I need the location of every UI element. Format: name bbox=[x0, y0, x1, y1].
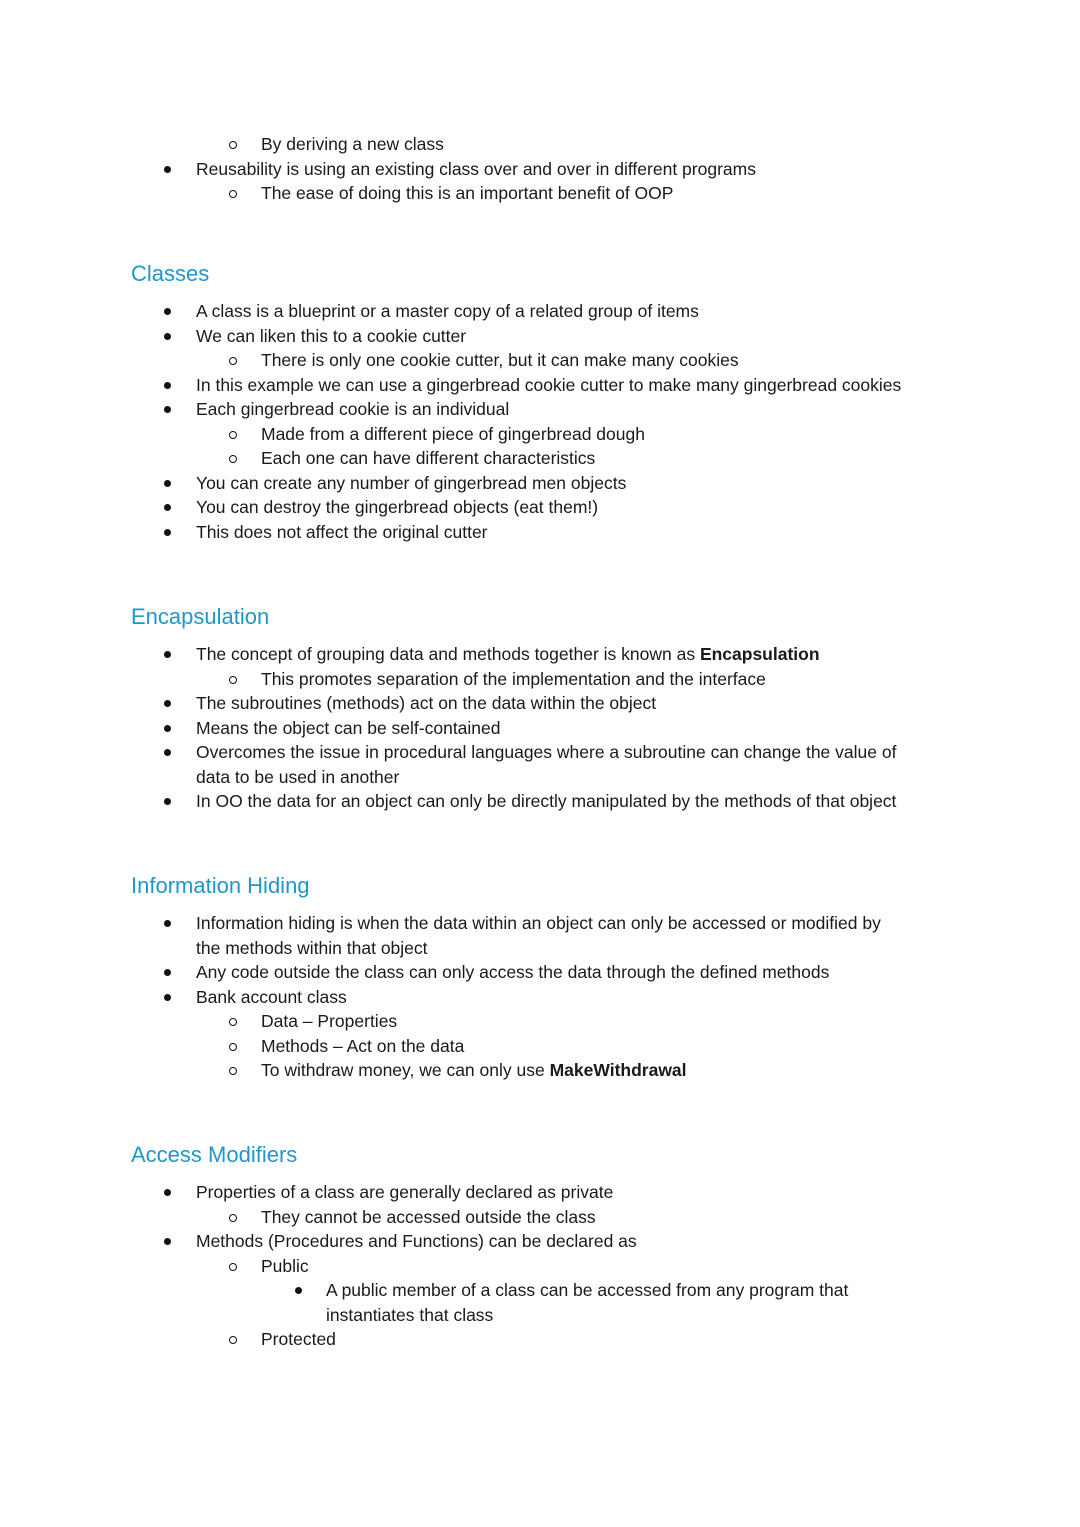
bullet-item bbox=[0, 1180, 1080, 1205]
continued-list bbox=[0, 132, 1080, 206]
bullet-text-main: You can destroy the gingerbread objects (eat them!) bbox=[196, 497, 599, 517]
bullet-text bbox=[261, 422, 1080, 447]
bullet-text-main: Data – Properties bbox=[261, 1011, 398, 1031]
section-title-information-hiding: Information Hiding bbox=[131, 873, 310, 898]
bullet-item bbox=[0, 789, 1080, 814]
bullet-text bbox=[261, 446, 1080, 471]
bullet-text bbox=[196, 157, 1080, 182]
bullet-text bbox=[261, 1009, 1080, 1034]
bullet-text-main: Each gingerbread cookie is an individual bbox=[196, 399, 510, 419]
bullet-text-continuation: data to be used in another bbox=[196, 766, 400, 787]
bullet-text bbox=[196, 789, 1080, 814]
bullet-text-continuation: instantiates that class bbox=[326, 1304, 494, 1325]
classes-list bbox=[0, 299, 1080, 544]
bullet-text bbox=[261, 667, 1080, 692]
bullet-item bbox=[0, 324, 1080, 349]
bullet-text-main: By deriving a new class bbox=[261, 134, 444, 154]
bullet-item bbox=[0, 716, 1080, 741]
bullet-item bbox=[0, 1229, 1080, 1254]
bullet-text bbox=[196, 911, 1080, 936]
sub-sub-bullet-item bbox=[0, 1278, 1080, 1327]
sub-bullet-item bbox=[0, 132, 1080, 157]
access-modifiers-list bbox=[0, 1180, 1080, 1352]
bullet-item bbox=[0, 691, 1080, 716]
bullet-item bbox=[0, 911, 1080, 960]
bullet-text-main: Bank account class bbox=[196, 986, 347, 1007]
bullet-text-main: Any code outside the class can only access the data through the defined methods bbox=[196, 962, 830, 982]
bullet-text bbox=[261, 1327, 1080, 1352]
sub-bullet-item bbox=[0, 1009, 1080, 1034]
bullet-text bbox=[261, 1058, 1080, 1083]
sub-bullet-item bbox=[0, 1034, 1080, 1059]
sub-bullet-item bbox=[0, 446, 1080, 471]
bullet-text-main: A public member of a class can be accessed from any program that bbox=[326, 1280, 849, 1300]
bullet-text bbox=[196, 716, 1080, 741]
sub-bullet-item bbox=[0, 1205, 1080, 1230]
bullet-item bbox=[0, 642, 1080, 667]
sub-bullet-item bbox=[0, 1058, 1080, 1083]
bullet-item bbox=[0, 373, 1080, 398]
bullet-item bbox=[0, 520, 1080, 545]
sub-bullet-item bbox=[0, 1254, 1080, 1279]
bold-term: MakeWithdrawal bbox=[549, 1060, 687, 1080]
bullet-text bbox=[196, 642, 1080, 667]
section-title-encapsulation: Encapsulation bbox=[131, 604, 270, 629]
bullet-item bbox=[0, 960, 1080, 985]
bullet-text bbox=[261, 1205, 1080, 1230]
bullet-text bbox=[196, 471, 1080, 496]
bullet-item bbox=[0, 985, 1080, 1010]
bullet-text bbox=[196, 299, 1080, 324]
sub-bullet-item bbox=[0, 422, 1080, 447]
sub-bullet-item bbox=[0, 348, 1080, 373]
bullet-text-main: Public bbox=[261, 1255, 309, 1276]
bullet-text bbox=[196, 495, 1080, 520]
bullet-text-main: They cannot be accessed outside the class bbox=[261, 1206, 596, 1227]
bullet-text bbox=[196, 397, 1080, 422]
bullet-text-main: Means the object can be self-contained bbox=[196, 717, 501, 738]
bullet-text-main: In OO the data for an object can only be directly manipulated by the methods of that object bbox=[196, 791, 897, 811]
bullet-text bbox=[196, 960, 1080, 985]
section-title-access-modifiers: Access Modifiers bbox=[131, 1142, 298, 1167]
bullet-text-main: This promotes separation of the implementation and the interface bbox=[261, 668, 766, 689]
encapsulation-list bbox=[0, 642, 1080, 814]
bullet-text-main: In this example we can use a gingerbread cookie cutter to make many gingerbread cookies bbox=[196, 374, 902, 395]
bullet-text bbox=[196, 324, 1080, 349]
bullet-text-main: The concept of grouping data and methods together is known as bbox=[196, 644, 700, 664]
bullet-item bbox=[0, 740, 1080, 789]
bullet-text bbox=[261, 348, 1080, 373]
bullet-text-main: A class is a blueprint or a master copy of a related group of items bbox=[196, 301, 699, 321]
bullet-item bbox=[0, 157, 1080, 182]
bullet-text-main: There is only one cookie cutter, but it can make many cookies bbox=[261, 350, 739, 370]
bullet-item bbox=[0, 397, 1080, 422]
bullet-text bbox=[261, 1034, 1080, 1059]
sub-bullet-item bbox=[0, 1327, 1080, 1352]
bullet-text-continuation: the methods within that object bbox=[196, 937, 428, 958]
bullet-text-main: We can liken this to a cookie cutter bbox=[196, 325, 467, 346]
bullet-text-main: Protected bbox=[261, 1329, 336, 1349]
bullet-text bbox=[261, 1254, 1080, 1279]
bullet-text bbox=[196, 985, 1080, 1010]
bold-term: Encapsulation bbox=[699, 644, 820, 664]
sub-bullet-item bbox=[0, 181, 1080, 206]
section-title-classes: Classes bbox=[131, 261, 210, 286]
bullet-text-main: Reusability is using an existing class over and over in different programs bbox=[196, 158, 756, 179]
information-hiding-list bbox=[0, 911, 1080, 1083]
bullet-text bbox=[196, 691, 1080, 716]
bullet-text bbox=[326, 1278, 1080, 1303]
bullet-text bbox=[261, 132, 1080, 157]
sub-bullet-item bbox=[0, 667, 1080, 692]
bullet-text bbox=[196, 1180, 1080, 1205]
bullet-text bbox=[196, 520, 1080, 545]
bullet-text bbox=[196, 740, 1080, 765]
bullet-text-main: Methods – Act on the data bbox=[261, 1035, 465, 1056]
bullet-item bbox=[0, 299, 1080, 324]
bullet-text-main: Each one can have different characteristics bbox=[261, 448, 596, 468]
bullet-text-main: Made from a different piece of gingerbread dough bbox=[261, 423, 645, 444]
bullet-text bbox=[261, 181, 1080, 206]
bullet-text-main: The ease of doing this is an important benefit of OOP bbox=[261, 183, 674, 203]
bullet-text bbox=[196, 1229, 1080, 1254]
bullet-text-main: Properties of a class are generally declared as private bbox=[196, 1182, 614, 1202]
bullet-text-main: Information hiding is when the data within an object can only be accessed or modified by bbox=[196, 913, 881, 933]
bullet-item bbox=[0, 471, 1080, 496]
bullet-text-main: Overcomes the issue in procedural languages where a subroutine can change the value of bbox=[196, 742, 897, 762]
bullet-text-main: Methods (Procedures and Functions) can be declared as bbox=[196, 1231, 637, 1251]
bullet-text-main: The subroutines (methods) act on the data within the object bbox=[196, 693, 657, 713]
bullet-text bbox=[196, 373, 1080, 398]
bullet-item bbox=[0, 495, 1080, 520]
bullet-text-main: To withdraw money, we can only use bbox=[261, 1060, 550, 1080]
bullet-text-main: This does not affect the original cutter bbox=[196, 521, 488, 542]
bullet-text-main: You can create any number of gingerbread men objects bbox=[196, 472, 627, 493]
